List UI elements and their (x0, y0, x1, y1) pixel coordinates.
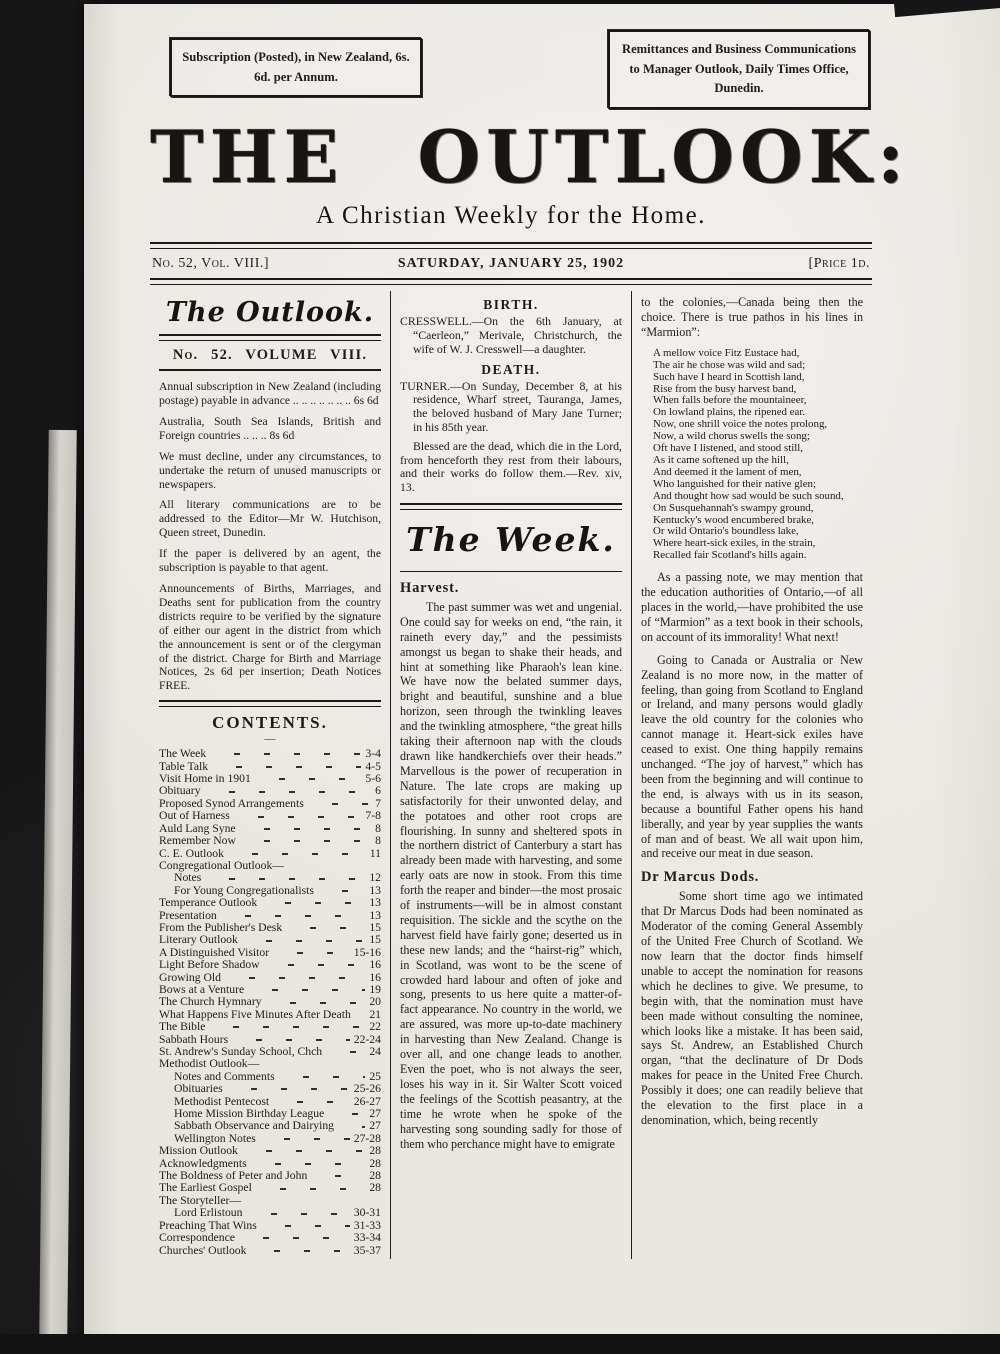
masthead-subtitle: A Christian Weekly for the Home. (316, 202, 706, 230)
toc-leader (308, 803, 371, 805)
page-edge-strip (39, 430, 77, 1338)
notices (159, 371, 381, 693)
toc-item-page: 25-26 (353, 1082, 381, 1096)
toc-leader (260, 1138, 350, 1140)
continuation-paragraph: to the colonies,—Canada being then the choice. There is true pathos in his lines in “Marmion”: (641, 295, 863, 339)
toc-item-label: A Distinguished Visitor (159, 945, 270, 959)
toc-item-label: C. E. Outlook (159, 846, 224, 860)
toc-leader (326, 1051, 365, 1053)
toc-item (159, 1083, 381, 1095)
toc-item-label: The Church Hymnary (159, 995, 262, 1009)
toc-item-page: 26-27 (353, 1094, 381, 1108)
toc-item-page: 21 (369, 1007, 381, 1021)
toc-item (159, 959, 381, 971)
toc-item-page: 3-4 (365, 747, 381, 761)
toc-item-label: Presentation (159, 908, 217, 922)
toc-item-label: Wellington Notes (174, 1131, 256, 1145)
remittances-box: Remittances and Business Communications to Manager Outlook, Daily Times Office, Dunedin. (608, 30, 870, 109)
notice-paragraph: If the paper is delivered by an agent, the subscription is payable to that agent. (159, 547, 381, 575)
contents-list (159, 747, 381, 1257)
toc-item-page: 15 (369, 933, 381, 947)
column-right (631, 291, 872, 1259)
toc-item (159, 1021, 381, 1033)
poem-line: Where heart-sick exiles, in the strain, (653, 537, 816, 550)
toc-item-label: Churches' Outlook (159, 1243, 247, 1257)
toc-item-label: Out of Harness (159, 809, 230, 823)
toc-leader (227, 1088, 350, 1090)
notice-paragraph: We must decline, under any circumstances, to undertake the return of unused manuscripts or newspapers. (159, 449, 381, 491)
death-verse: Blessed are the dead, which die in the Lord, from henceforth they rest from their labours, and their works do follow them.—Rev. xiv, 13. (400, 438, 622, 495)
toc-leader (242, 940, 365, 942)
divider-rule (159, 700, 381, 707)
poem-line: As it came softened up the hill, (653, 454, 789, 467)
toc-item-page: 31-33 (353, 1218, 381, 1232)
toc-item (159, 810, 381, 822)
toc-item (159, 1058, 381, 1070)
toc-item-page: 30-31 (353, 1206, 381, 1220)
notice-paragraph: Announcements of Births, Marriages, and Deaths sent for publication from the country districts require to be verified by the signature of either our agent in the district from which the announcement is sent or of the clergyman of the district. Charge for Birth and Marriage Notices, 2s 6d per insertion; Death Notices FREE. (159, 582, 381, 693)
toc-leader (255, 778, 362, 780)
toc-leader (261, 902, 365, 904)
toc-leader (209, 1026, 365, 1028)
toc-leader (279, 1076, 366, 1078)
toc-item-label: Correspondence (159, 1231, 235, 1245)
toc-item-label: Notes (174, 871, 202, 885)
toc-item-page: 22-24 (353, 1032, 381, 1046)
contents-heading: CONTENTS. (212, 713, 328, 733)
toc-leader (240, 828, 372, 830)
poem-line: A mellow voice Fitz Eustace had, (653, 346, 800, 359)
toc-item-page: 13 (369, 908, 381, 922)
toc-item-label: The Bible (159, 1020, 206, 1034)
toc-item-page: 28 (369, 1156, 381, 1170)
toc-leader (221, 915, 366, 917)
toc-leader (251, 1163, 366, 1165)
toc-leader (264, 964, 366, 966)
toc-item-label: Preaching That Wins (159, 1218, 257, 1232)
toc-item-label: Temperance Outlook (159, 896, 258, 910)
toc-item-label: The Boldness of Peter and John (159, 1169, 308, 1183)
death-entry: TURNER.—On Sunday, December 8, at his residence, Wharf street, Tauranga, James, the beloved husband of Mary Jane Turner; in his 85th year. (400, 378, 622, 434)
toc-item-page: 5-6 (365, 772, 381, 786)
toc-item-page: 8 (375, 821, 381, 835)
toc-item-label: Auld Lang Syne (159, 821, 236, 835)
toc-leader (311, 1175, 365, 1177)
notice-paragraph: All literary communications are to be addressed to the Editor—Mr W. Hutchison, Queen street, Dunedin. (159, 498, 381, 540)
price-label: [Price 1d. (808, 256, 870, 272)
poem-line: The air he chose was wild and sad; (653, 358, 806, 371)
toc-item-page: 27-28 (353, 1131, 381, 1145)
toc-leader (261, 1225, 350, 1227)
toc-item-label: The Storyteller— (159, 1193, 242, 1207)
dateline (150, 242, 872, 285)
toc-item-page: 4-5 (365, 759, 381, 773)
toc-item-page: 28 (369, 1169, 381, 1183)
toc-item-page: 15-16 (353, 945, 381, 959)
toc-leader (234, 816, 362, 818)
toc-item-page: 27 (369, 1107, 381, 1121)
toc-item-page: 11 (369, 846, 381, 860)
section-heading-week: The Week. (406, 519, 616, 559)
masthead-title: THE OUTLOOK: (150, 113, 910, 199)
subscription-box: Subscription (Posted), in New Zealand, 6s. 6d. per Annum. (170, 38, 422, 97)
toc-leader (338, 1126, 365, 1128)
toc-item-label: Proposed Synod Arrangements (159, 796, 304, 810)
marcus-dods-heading: Dr Marcus Dods. (641, 869, 760, 886)
divider-rule (400, 571, 622, 572)
toc-item-label: Bows at a Venture (159, 982, 245, 996)
toc-leader (242, 1150, 365, 1152)
contents-separator: — (264, 733, 276, 746)
birth-entry: CRESSWELL.—On the 6th January, at “Caerleon,” Merivale, Christchurch, the wife of W. J. Cresswell—a daughter. (400, 314, 622, 356)
toc-item-label: Notes and Comments (174, 1069, 275, 1083)
toc-leader (228, 853, 366, 855)
divider-rule (159, 334, 381, 341)
poem-line: On lowland plains, the ripened ear. (653, 406, 806, 419)
toc-leader (250, 1250, 349, 1252)
toc-leader (266, 1002, 366, 1004)
toc-item-label: Remember Now (159, 834, 236, 848)
poem-line: Now, a wild chorus swells the song; (653, 430, 810, 443)
toc-item-label: The Earliest Gospel (159, 1181, 252, 1195)
poem-line: Kentucky's wood encumbered brake, (653, 513, 815, 526)
toc-item-page: 24 (369, 1045, 381, 1059)
toc-item-page: 22 (369, 1020, 381, 1034)
toc-item-page: 15 (369, 920, 381, 934)
toc-item-page: 16 (369, 970, 381, 984)
poem-line: Oft have I listened, and stood still, (653, 442, 804, 455)
poem (653, 348, 863, 562)
toc-item-page: 19 (369, 982, 381, 996)
toc-item-label: From the Publisher's Desk (159, 920, 283, 934)
toc-item (159, 897, 381, 909)
issue-number: No. 52, Vol. VIII.] (152, 256, 270, 272)
poem-line: Who languished for their native glen; (653, 477, 817, 490)
divider-rule (400, 503, 622, 510)
notice-paragraph: Annual subscription in New Zealand (including postage) payable in advance .. .. .. .. .. .. .. 6s 6d (159, 380, 381, 408)
toc-item-label: Obituary (159, 784, 201, 798)
notice-paragraph: Australia, South Sea Islands, British and Foreign countries .. .. .. 8s 6d (159, 414, 381, 442)
toc-item-label: Sabbath Observance and Dairying (174, 1119, 335, 1133)
newspaper-page (84, 4, 1000, 1336)
toc-item-label: For Young Congregationalists (174, 883, 314, 897)
toc-item-page: 35-37 (353, 1243, 381, 1257)
poem-line: Such have I heard in Scottish land, (653, 370, 805, 383)
harvest-article: The past summer was wet and ungenial. One could say for weeks on end, “the rain, it raineth every day,” and the pessimists amongst us began to shake their heads, and hint at something like Pharaoh's lean kine. We have now the belated summer days, bright and beautiful, sunshine and a blue horizon, seen through the twinkling leaves and the twinkling atmosphere, “the great hills taking their afternoon nap with the clouds drawn like handkerchiefs over their heads.” Marvellous is the power of recuperation in Nature. The late crops are making up satisfactorily for their unwonted delay, and the potatoes and other root crops are flourishing. In sunny and sheltered spots in the northern district of Canterbury a start has already been made with harvesting, and some early oats are now in stook. From this time forth the reaper and binder—the most prosaic of instruments—will be in almost constant requisition. The sickle and the scythe on the harvest field have fairly gone; deserted us in these new lands; and the “hairst-rig” which, in Scotland, was wont to be the scene of crowded hard labour and often of joke and song, presents to us here quite a matter-of-fact appearance. No country in the world, we are assured, was more up-to-date machinery in harvesting than New Zealand. Change is over all, and one change leads to another. Even the poet, who is not always the seer, loses his way in it. Sir Walter Scott voiced the feelings of the Scottish peasantry, at the time he wrote when he spoke of the harvesting song sounding sadly for those of them who perchance might have to emigrate (400, 599, 622, 1151)
toc-item-page: 27 (369, 1119, 381, 1133)
death-heading: DEATH. (481, 361, 541, 377)
poem-line: Or wild Ontario's boundless lake, (653, 525, 799, 538)
toc-item-label: Methodist Pentecost (174, 1094, 270, 1108)
toc-leader (240, 840, 371, 842)
poem-line: Now, one shrill voice the notes prolong, (653, 418, 828, 431)
toc-item-page: 16 (369, 958, 381, 972)
toc-leader (205, 878, 365, 880)
toc-item (159, 1245, 381, 1257)
emigration-paragraph: Going to Canada or Australia or New Zealand is no more now, in the matter of feeling, than going from Scotland to England or Ireland, and many persons would gladly leave the old country for the colonies who cannot manage it. Heart-sick exiles have ceased to exist. One thing happily remains unchanged. “The joy of harvest,” which has been from the beginning and will continue to the end, is always with us in its season, because a bountiful Father opens his hand liberally, and year by year supplies the wants of man and of beast. We all wait upon him, and receive our meat in due season. (641, 652, 863, 861)
marcus-dods-paragraph: Some short time ago we intimated that Dr Marcus Dods had been nominated as Moderator of the coming General Assembly of the United Free Church of Scotland. We now learn that the doctor finds himself unable to accept the nomination for reasons which he declines to give. We presume, to begin with, that the nomination must have been made without consulting the nominee, which looks like a mistake. It has been said, says St. Andrew, an Established Church organ, “that the declinature of Dr Dods makes for peace in the United Free Church. Possibly it does; one can readily believe that the elevation to the first place in a denomination, which, being recently (641, 889, 863, 1127)
toc-item-label: The Week (159, 747, 207, 761)
toc-item-label: Literary Outlook (159, 933, 238, 947)
toc-item-label: Sabbath Hours (159, 1032, 229, 1046)
toc-item-label: Congregational Outlook— (159, 858, 284, 872)
toc-item (159, 1145, 381, 1157)
toc-item-page: 13 (369, 896, 381, 910)
toc-item (159, 835, 381, 847)
toc-leader (225, 977, 365, 979)
toc-leader (328, 1113, 365, 1115)
toc-item (159, 1207, 381, 1219)
poem-line: And deemed it the lament of men, (653, 465, 802, 478)
scan-bottom-shadow (0, 1334, 1000, 1354)
poem-line: When falls before the mountaineer, (653, 394, 807, 407)
toc-item-label: Mission Outlook (159, 1144, 238, 1158)
toc-item-label: St. Andrew's Sunday School, Chch (159, 1045, 323, 1059)
birth-heading: BIRTH. (483, 297, 539, 313)
toc-item-label: Lord Erlistoun (174, 1206, 243, 1220)
toc-leader (286, 927, 365, 929)
toc-item-page: 28 (369, 1181, 381, 1195)
toc-leader (205, 791, 372, 793)
toc-leader (273, 952, 350, 954)
toc-leader (256, 1188, 365, 1190)
volume-line: No. 52. VOLUME VIII. (172, 347, 368, 364)
toc-item-label: Home Mission Birthday League (174, 1107, 325, 1121)
the-week-section (400, 503, 622, 572)
toc-item-label: Acknowledgments (159, 1156, 247, 1170)
header-boxes (150, 4, 872, 109)
column-left (150, 291, 390, 1259)
passing-note-paragraph: As a passing note, we may mention that the education authorities of Ontario,—of all places in the world,—have prohibited the use of “Marmion” as a text book in their schools, on account of its immorality! What next! (641, 570, 863, 644)
toc-item (159, 748, 381, 760)
toc-item-page: 7 (375, 796, 381, 810)
toc-item-page: 12 (369, 871, 381, 885)
toc-leader (247, 1213, 350, 1215)
toc-item-page: 20 (369, 995, 381, 1009)
poem-line: Recalled fair Scotland's hills again. (653, 549, 807, 562)
toc-item (159, 1120, 381, 1132)
toc-item-label: Obituaries (174, 1082, 223, 1096)
toc-leader (273, 1101, 350, 1103)
toc-item (159, 1232, 381, 1244)
body-columns (150, 291, 872, 1259)
toc-item-page: 6 (375, 784, 381, 798)
section-heading-outlook: The Outlook. (165, 297, 375, 329)
toc-item-page: 33-34 (353, 1231, 381, 1245)
toc-item-page: 8 (375, 834, 381, 848)
toc-leader (239, 1237, 350, 1239)
toc-item-page: 25 (369, 1069, 381, 1083)
toc-leader (318, 890, 365, 892)
toc-item (159, 872, 381, 884)
divider-rule (150, 278, 872, 285)
toc-leader (212, 766, 361, 768)
toc-leader (248, 989, 365, 991)
toc-leader (355, 1014, 365, 1016)
toc-item (159, 934, 381, 946)
toc-item-page: 13 (369, 883, 381, 897)
column-middle (390, 291, 631, 1259)
divider-rule (150, 242, 872, 249)
toc-item-label: Light Before Shadow (159, 958, 260, 972)
toc-item-page: 7-8 (365, 809, 381, 823)
issue-date: SATURDAY, JANUARY 25, 1902 (397, 256, 625, 272)
toc-leader (232, 1039, 350, 1041)
toc-item-label: Methodist Outlook— (159, 1057, 260, 1071)
toc-item-label: Visit Home in 1901 (159, 772, 251, 786)
poem-line: Rise from the busy harvest band, (653, 382, 797, 395)
poem-line: And thought how sad would be such sound, (653, 489, 844, 502)
poem-line: On Susquehannah's swampy ground, (653, 501, 814, 514)
toc-leader (210, 753, 361, 755)
toc-item-label: What Happens Five Minutes After Death (159, 1007, 351, 1021)
toc-item-label: Growing Old (159, 970, 222, 984)
toc-item (159, 996, 381, 1008)
harvest-heading: Harvest. (400, 579, 460, 596)
toc-item-label: Table Talk (159, 759, 209, 773)
toc-item-page: 28 (369, 1144, 381, 1158)
